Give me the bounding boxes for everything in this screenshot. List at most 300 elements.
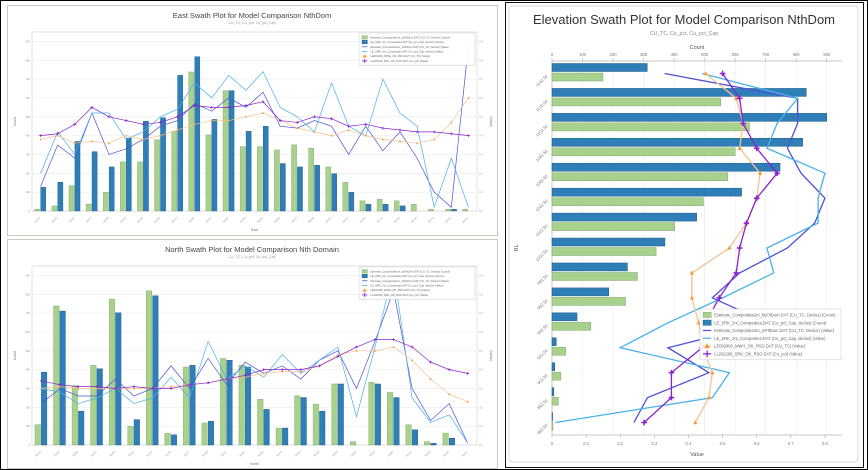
bar — [446, 209, 451, 211]
bar — [264, 409, 270, 445]
bar — [35, 209, 40, 211]
bar — [280, 164, 285, 211]
axis-text: 55710 — [376, 216, 384, 224]
bar — [263, 126, 268, 211]
axis-text: 500 — [25, 114, 30, 119]
bar — [126, 138, 131, 211]
axis-text: 78470 — [461, 450, 469, 458]
bar — [91, 365, 97, 445]
axis-text: 78390 — [387, 450, 395, 458]
bar — [424, 442, 430, 445]
bar — [332, 174, 337, 211]
bar — [103, 192, 108, 211]
bar — [552, 263, 627, 271]
bar — [208, 421, 214, 445]
bar — [115, 313, 121, 445]
legend-item — [703, 312, 836, 317]
axis-text: 0.6 — [479, 329, 483, 334]
triangle-marker — [347, 129, 349, 131]
axis-text: 55690 — [359, 216, 367, 224]
axis-text: 300 — [640, 52, 648, 57]
axis-text: 0.9 — [479, 273, 483, 278]
bar — [195, 57, 200, 211]
axis-text: 200 — [25, 171, 30, 176]
data-line — [41, 98, 469, 143]
bar — [463, 209, 468, 211]
axis-text: 0.3 — [479, 152, 483, 157]
axis-text: 78270 — [275, 450, 284, 458]
legend-label: LE_SRK_2m_Composites.DAT (Cu_pct_Cap, declus) (Value) — [714, 335, 826, 341]
legend-item — [362, 283, 444, 287]
axis-text: 78010 — [34, 450, 42, 458]
chart-subtitle: CU_TC, Cu_pct, Cu_pct_Cap — [228, 21, 276, 25]
bar — [552, 372, 561, 380]
bar — [552, 248, 656, 256]
plus-marker — [313, 115, 316, 118]
bar — [552, 322, 591, 330]
bar — [552, 148, 735, 156]
plus-marker — [296, 121, 299, 124]
legend — [700, 309, 841, 360]
legend-label: Estimate_Composites2m_byFltDom.DAT (CU_TC, Declus) (Count) — [370, 270, 451, 274]
axis-text: 78190 — [201, 450, 209, 458]
axis-text: 0 — [550, 52, 554, 57]
axis-text: 78250 — [257, 450, 265, 458]
bar — [412, 430, 418, 445]
bar — [319, 411, 325, 445]
axis-text: 0.4 — [685, 441, 692, 446]
plot-area — [514, 45, 842, 458]
bar — [377, 199, 382, 211]
axis-text: 100 — [25, 190, 30, 195]
bar — [552, 123, 750, 131]
axis-text: 200 — [25, 405, 30, 410]
axis-text: 0.5 — [479, 114, 483, 119]
bar — [134, 420, 140, 445]
legend-label: LL202209_SRK_OK_RSO.DAT (Cu_pct) (Value) — [370, 59, 429, 63]
plus-marker — [392, 338, 395, 341]
bar — [206, 135, 211, 211]
axis-text: 55430 — [136, 216, 144, 224]
axis-text: 0.4 — [479, 367, 483, 372]
legend — [359, 267, 475, 299]
legend-item — [362, 49, 444, 53]
chart-title: North Swath Plot for Model Comparison Nth Domain — [165, 245, 339, 254]
plus-marker — [210, 106, 213, 109]
legend-label: LE_SRK_2m_Composites.DAT (Cu_pct_Cap, declus) (Count) — [370, 41, 444, 45]
bar — [212, 119, 217, 211]
axis-text: 55350 — [68, 216, 76, 224]
axis-text: 55770 — [427, 216, 435, 224]
bar — [246, 131, 251, 211]
axis-text: 0 — [550, 441, 554, 446]
axis-text: 100 — [579, 52, 587, 57]
bar — [449, 438, 455, 445]
bar — [92, 152, 97, 211]
axis-text: 0.8 — [479, 58, 483, 63]
axis-text: 600 — [731, 52, 739, 57]
bar — [552, 288, 609, 296]
data-line — [41, 45, 469, 207]
data-line — [41, 72, 469, 208]
axis-text: 0 — [28, 443, 30, 447]
bar — [223, 91, 228, 211]
bar — [301, 398, 307, 445]
bar — [394, 201, 399, 211]
axis-text: 0.2 — [479, 171, 483, 176]
bar — [257, 399, 263, 445]
axis-text: 1002.50 — [534, 248, 549, 263]
triangle-marker — [690, 295, 694, 299]
bar — [41, 187, 46, 211]
bar — [375, 384, 381, 445]
axis-text: 55730 — [393, 216, 401, 224]
axis-text: 0.7 — [479, 77, 483, 82]
bar — [552, 188, 742, 196]
legend-item — [703, 351, 803, 358]
axis-text: East — [250, 228, 259, 232]
plus-marker — [381, 127, 384, 130]
bar — [411, 204, 416, 211]
legend-label: LE_SRK_2m_Composites.DAT (Cu_pct_Cap, declus) (Count) — [370, 275, 444, 279]
triangle-marker — [710, 370, 714, 374]
axis-text: 700 — [762, 52, 770, 57]
bar — [552, 198, 703, 206]
axis-text: 922.50 — [536, 347, 549, 361]
triangle-marker — [707, 395, 711, 399]
axis-text: 55570 — [256, 216, 264, 224]
bar — [552, 297, 626, 305]
axis-text: 55510 — [205, 216, 213, 224]
legend-label: Estimate_Composites2m_byFltDom.DAT (CU_TC, Declus) (Count) — [370, 36, 451, 40]
axis-text: 200 — [609, 52, 617, 57]
legend-item — [362, 279, 449, 283]
bar — [552, 98, 721, 106]
axis-text: 0.6 — [479, 95, 483, 100]
axis-text: 962.50 — [536, 298, 549, 311]
axis-text: 78230 — [238, 450, 246, 458]
bar — [54, 306, 60, 445]
axis-text: 300 — [25, 386, 30, 391]
axis-text: 55490 — [188, 216, 196, 224]
bar — [160, 118, 165, 211]
bar — [190, 365, 196, 445]
axis-text: 600 — [25, 329, 30, 334]
bar — [315, 165, 320, 211]
bar — [552, 64, 647, 72]
bar — [387, 392, 393, 445]
bar — [431, 443, 437, 445]
axis-text: 0.3 — [651, 441, 658, 446]
plus-marker — [355, 346, 358, 349]
axis-text: 55750 — [410, 216, 418, 224]
bar — [338, 384, 344, 445]
axis-text: 78310 — [312, 450, 321, 458]
axis-text: Count — [689, 45, 705, 51]
bar — [552, 73, 603, 81]
axis-text: 78090 — [108, 450, 117, 458]
data-line — [41, 102, 469, 136]
axis-text: 55590 — [273, 216, 281, 224]
bar — [109, 299, 115, 445]
axis-text: 78330 — [331, 450, 339, 458]
axis-text: 78110 — [127, 450, 135, 458]
axis-text: 78430 — [424, 450, 432, 458]
axis-text: 78030 — [53, 450, 61, 458]
bar — [172, 131, 177, 211]
bar — [257, 147, 262, 211]
north-swath-panel[interactable] — [7, 239, 498, 469]
plus-marker — [466, 372, 469, 375]
bar — [552, 397, 558, 405]
plus-marker — [448, 368, 451, 371]
east-swath-chart — [8, 6, 497, 235]
legend-item — [703, 328, 834, 333]
bar — [143, 121, 148, 211]
axis-text: Value — [690, 452, 704, 458]
plus-marker — [262, 368, 265, 371]
plus-marker — [39, 134, 42, 137]
bar — [552, 388, 554, 396]
bar — [369, 382, 375, 445]
axis-text: RL — [514, 244, 520, 252]
east-swath-panel[interactable] — [7, 5, 498, 236]
plus-marker — [108, 115, 111, 118]
bar — [383, 204, 388, 211]
axis-text: 55550 — [239, 216, 247, 224]
axis-text: 800 — [25, 58, 30, 63]
elevation-swath-chart — [506, 3, 861, 465]
axis-text: 0.0 — [479, 443, 483, 447]
bar — [552, 238, 665, 246]
axis-text: 400 — [25, 367, 30, 372]
chart-subtitle: CU_TC, Cu_pct, Cu_pct_Cap — [649, 31, 719, 37]
bar — [35, 425, 41, 445]
plus-marker — [450, 132, 453, 135]
bar — [552, 213, 697, 221]
bar — [69, 186, 74, 211]
legend — [359, 33, 475, 65]
axis-text: 78350 — [349, 450, 358, 458]
axis-text: 1082.50 — [534, 148, 549, 163]
axis-text: 55790 — [444, 216, 453, 224]
legend-item — [703, 320, 827, 325]
axis-text: 400 — [25, 133, 30, 138]
legend-item — [362, 269, 450, 273]
bar — [276, 428, 282, 445]
data-line — [41, 339, 467, 388]
axis-text: 500 — [25, 348, 30, 353]
bar — [332, 384, 338, 445]
north-swath-chart — [8, 240, 497, 468]
legend-label: LL202209_SRK_OK_RSO.DAT (Cu_pct) (Value) — [370, 293, 429, 297]
plus-marker — [467, 134, 470, 137]
legend-label: Estimate_Composites2m_byFltDom.DAT (CU_TC, Declus) (Count) — [714, 312, 836, 318]
bar — [309, 148, 314, 211]
bar — [295, 396, 301, 445]
legend-item — [703, 343, 806, 349]
plus-marker — [347, 125, 350, 128]
bar — [552, 313, 577, 321]
bar — [155, 140, 160, 211]
bar — [240, 147, 245, 211]
bar — [326, 167, 331, 211]
triangle-marker — [703, 71, 707, 75]
bar — [171, 435, 177, 445]
bar — [343, 182, 348, 211]
plus-marker — [399, 129, 402, 132]
axis-text: 0.2 — [617, 441, 624, 446]
triangle-marker — [392, 346, 394, 348]
axis-text: 55530 — [222, 216, 230, 224]
bar — [349, 192, 354, 211]
axis-text: 0.1 — [479, 424, 483, 429]
plus-marker — [281, 368, 284, 371]
legend-label: LL202209_SRK_OK_RSO.DAT (Cu_pct) (Value) — [714, 351, 803, 357]
axis-text: 55410 — [119, 216, 127, 224]
axis-text: 78370 — [368, 450, 376, 458]
bar — [297, 167, 302, 211]
bar — [178, 75, 183, 211]
axis-text: 78290 — [294, 450, 302, 458]
axis-text: 78070 — [90, 450, 98, 458]
axis-text: 55650 — [325, 216, 333, 224]
bar — [552, 173, 728, 181]
axis-text: 0.4 — [479, 133, 483, 138]
axis-text: Count — [13, 350, 17, 361]
axis-text: 500 — [701, 52, 709, 57]
bar — [60, 311, 66, 445]
plus-marker — [737, 245, 743, 251]
legend-item — [362, 35, 450, 39]
bar — [552, 363, 555, 371]
axis-text: 0.3 — [479, 386, 483, 391]
axis-text: 0.5 — [719, 441, 726, 446]
axis-text: 78410 — [405, 450, 413, 458]
axis-text: 55810 — [461, 216, 470, 224]
axis-text: Count — [13, 116, 17, 127]
axis-text: 0.7 — [787, 441, 794, 446]
legend-label: LE_SRK_2m_Composites.DAT (Cu_pct_Cap, declus) (Value) — [370, 284, 444, 288]
plus-marker — [207, 381, 210, 384]
axis-text: 0.1 — [583, 441, 590, 446]
axis-text: 1102.50 — [534, 123, 549, 138]
axis-text: 55310 — [34, 216, 42, 224]
axis-text: 902.50 — [536, 372, 549, 386]
axis-text: 300 — [25, 152, 30, 157]
bar — [202, 423, 208, 445]
axis-text: 55330 — [51, 216, 59, 224]
chart-subtitle: CU_TC, Cu_pct, Cu_pct_Cap — [228, 255, 276, 259]
plus-marker — [125, 119, 128, 122]
bar — [229, 91, 234, 211]
axis-text: 78170 — [183, 450, 191, 458]
axis-text: 0.8 — [479, 292, 483, 297]
legend-item — [703, 336, 826, 341]
bar — [443, 433, 449, 445]
axis-text: 900 — [823, 52, 831, 57]
axis-text: 0 — [28, 209, 30, 213]
axis-text: 600 — [25, 95, 30, 100]
legend-label: Estimate_Composites2m_InFltDom.DAT (CU_TC, Declus) (Value) — [370, 279, 449, 283]
axis-text: 78130 — [146, 450, 154, 458]
axis-text: 0.2 — [479, 405, 483, 410]
axis-text: 100 — [25, 424, 30, 429]
chart-title: Elevation Swath Plot for Model Comparison NthDom — [532, 12, 836, 27]
bar — [58, 182, 63, 211]
legend-item — [362, 293, 428, 297]
bar — [120, 162, 125, 211]
axis-text: 78210 — [220, 450, 228, 458]
bar — [552, 113, 827, 121]
axis-text: 882.50 — [536, 397, 549, 411]
legend-label: LE002460_MWH_OK_RSO.DAT (CU_TC) (Value) — [370, 55, 431, 59]
bar — [227, 360, 233, 445]
plot-area — [13, 266, 493, 466]
bar — [183, 367, 189, 445]
bar — [552, 422, 553, 430]
plus-marker — [133, 385, 136, 388]
plot-area — [13, 32, 493, 232]
axis-text: 1122.50 — [534, 98, 549, 113]
bar — [406, 425, 412, 445]
axis-text: 800 — [25, 292, 30, 297]
axis-text: 55670 — [342, 216, 350, 224]
axis-text: 0.5 — [479, 348, 483, 353]
bar — [552, 138, 803, 146]
legend-label: Estimate_Composites2m_InFltDom.DAT (CU_TC, Declus) (Value) — [370, 45, 449, 49]
bar — [366, 204, 371, 211]
bar — [274, 150, 279, 211]
axis-text: 700 — [25, 311, 30, 316]
axis-text: 0.7 — [479, 311, 483, 316]
bar — [394, 398, 400, 445]
bar — [291, 145, 296, 211]
bar — [41, 372, 47, 445]
axis-text: 0.1 — [479, 190, 483, 195]
triangle-marker — [262, 112, 264, 114]
axis-text: 55390 — [102, 216, 110, 224]
elevation-swath-panel[interactable] — [505, 2, 864, 468]
bar — [552, 223, 675, 231]
legend-label: LE002460_MWH_OK_RSO.DAT (CU_TC) (Value) — [714, 343, 806, 349]
axis-text: 900 — [25, 273, 30, 278]
legend-item — [362, 40, 444, 44]
axis-text: 1022.50 — [534, 223, 549, 238]
axis-text: North — [250, 462, 259, 466]
axis-text: 982.50 — [536, 273, 549, 286]
chart-title: East Swath Plot for Model Comparison NthDom — [172, 11, 332, 20]
bar — [189, 72, 194, 211]
axis-text: 862.50 — [536, 422, 549, 436]
legend-item — [362, 45, 449, 49]
axis-text: 0.0 — [479, 209, 483, 213]
bar — [350, 442, 356, 445]
axis-text: 0.9 — [479, 39, 483, 44]
axis-text: 800 — [792, 52, 800, 57]
axis-text: 942.50 — [536, 322, 549, 336]
axis-text: 0.6 — [753, 441, 760, 446]
axis-text: 900 — [25, 39, 30, 44]
axis-text: 55370 — [85, 216, 93, 224]
axis-text: 55470 — [170, 216, 179, 224]
bar — [282, 428, 288, 445]
axis-text: (Value) — [489, 349, 493, 362]
bar — [552, 338, 556, 346]
bar — [552, 413, 553, 421]
axis-text: 400 — [670, 52, 678, 57]
axis-text: 1142.50 — [534, 73, 549, 88]
